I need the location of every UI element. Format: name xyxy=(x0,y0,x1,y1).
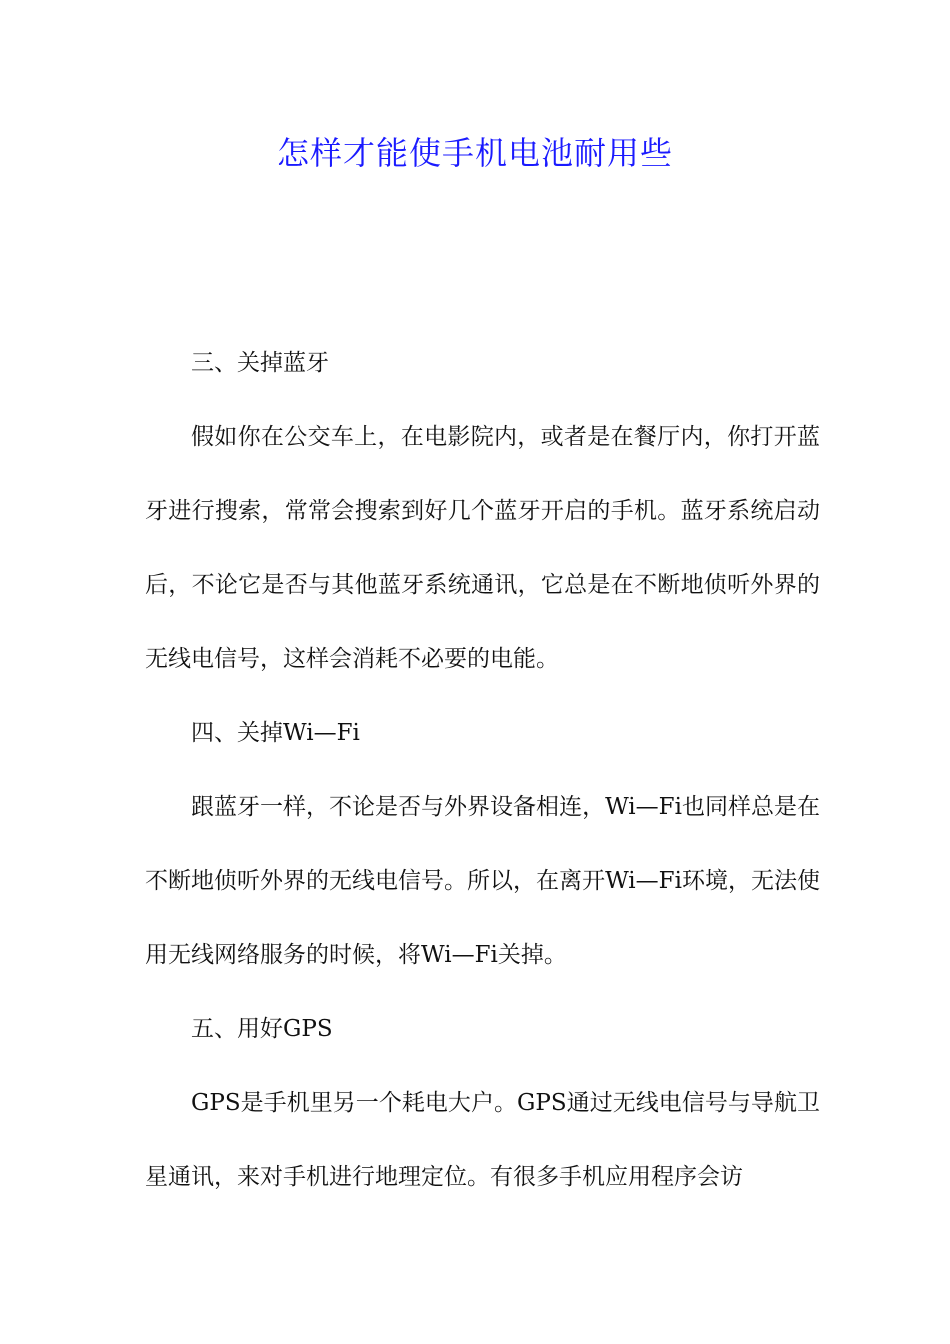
section-heading-gps: 五、用好GPS xyxy=(191,1016,333,1042)
section-heading-wifi: 四、关掉Wi—Fi xyxy=(191,720,360,746)
section-heading-bluetooth: 三、关掉蓝牙 xyxy=(191,350,329,376)
document-title: 怎样才能使手机电池耐用些 xyxy=(276,134,673,172)
paragraph-gps: GPS是手机里另一个耗电大户。GPS通过无线电信号与导航卫星通讯，来对手机进行地理定位。有很多手机应用程序会访 xyxy=(145,1090,820,1190)
document-body xyxy=(145,326,820,1214)
paragraph-wifi: 跟蓝牙一样，不论是否与外界设备相连，Wi—Fi也同样总是在不断地侦听外界的无线电信号。所以，在离开Wi—Fi环境，无法使用无线网络服务的时候，将Wi—Fi关掉。 xyxy=(145,794,820,968)
paragraph-bluetooth: 假如你在公交车上，在电影院内，或者是在餐厅内，你打开蓝牙进行搜索，常常会搜索到好几个蓝牙开启的手机。蓝牙系统启动后，不论它是否与其他蓝牙系统通讯，它总是在不断地侦听外界的无线电信号，这样会消耗不必要的电能。 xyxy=(145,424,820,672)
